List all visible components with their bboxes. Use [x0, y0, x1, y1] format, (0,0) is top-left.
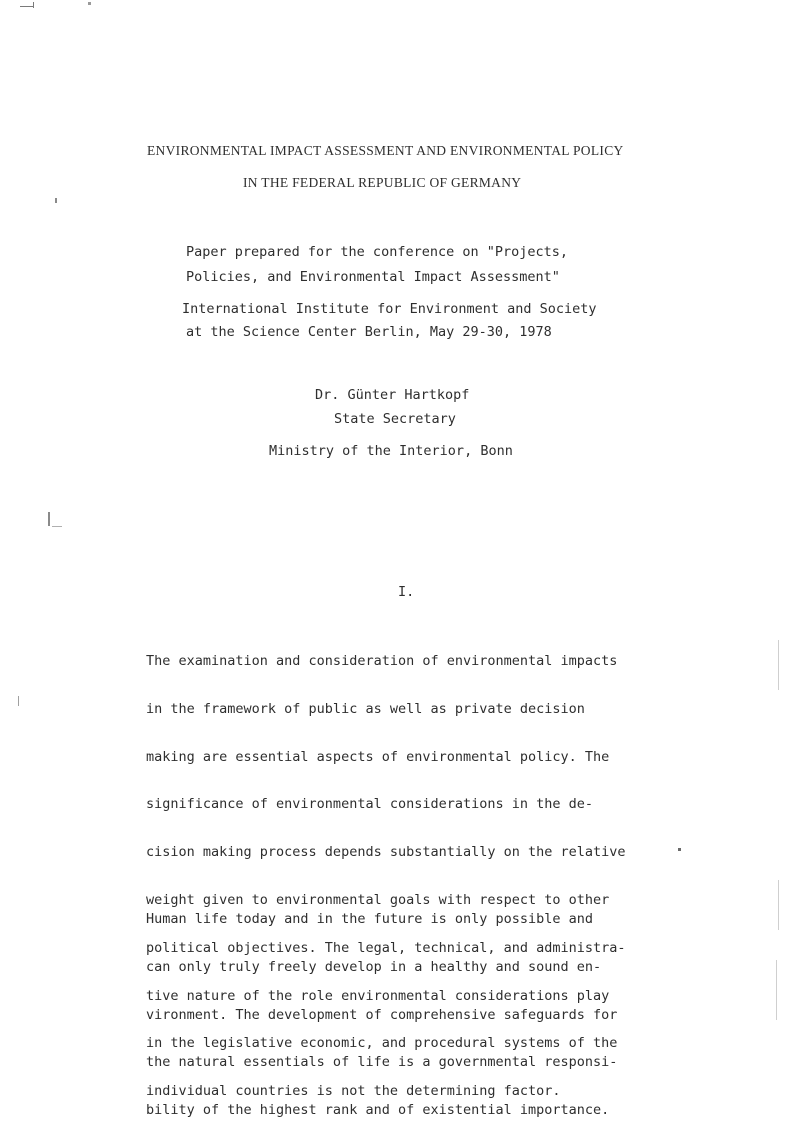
scan-speck [52, 526, 62, 527]
paragraph-2-line: Human life today and in the future is only possible and [146, 910, 594, 927]
scan-speck [55, 198, 57, 203]
scan-speck [33, 2, 34, 8]
conference-line-2: Policies, and Environmental Impact Assessment" [186, 269, 560, 285]
scan-speck [20, 6, 34, 7]
author-role: State Secretary [334, 411, 456, 427]
paragraph-2-line: vironment. The development of comprehensive safeguards for [146, 1006, 618, 1023]
scan-edge-line [778, 640, 779, 690]
scan-speck [88, 2, 91, 5]
section-number: I. [398, 584, 415, 600]
author-affiliation: Ministry of the Interior, Bonn [269, 443, 513, 459]
scan-edge-line [776, 960, 777, 1020]
title-line-1: ENVIRONMENTAL IMPACT ASSESSMENT AND ENVIRONMENTAL POLICY [147, 143, 624, 158]
paragraph-2 [146, 884, 756, 1147]
conference-line-4: at the Science Center Berlin, May 29-30, 1978 [186, 324, 552, 340]
scan-speck [18, 696, 19, 706]
paragraph-2-line: can only truly freely develop in a healthy and sound en- [146, 958, 602, 975]
author-name: Dr. Günter Hartkopf [315, 387, 470, 403]
paragraph-1-line: individual countries is not the determining factor. [146, 1083, 561, 1100]
paragraph-1-line: cision making process depends substantially on the relative [146, 844, 626, 861]
paragraph-1-line: making are essential aspects of environmental policy. The [146, 748, 610, 765]
scan-speck [678, 848, 681, 851]
paragraph-1-line: significance of environmental considerations in the de- [146, 796, 594, 813]
paragraph-2-line: the natural essentials of life is a governmental responsi- [146, 1054, 618, 1071]
conference-line-3: International Institute for Environment and Society [182, 301, 597, 317]
paragraph-1-line: tive nature of the role environmental considerations play [146, 987, 610, 1004]
conference-line-1: Paper prepared for the conference on "Projects, [186, 244, 569, 260]
scan-speck [48, 512, 50, 526]
title-line-2: IN THE FEDERAL REPUBLIC OF GERMANY [243, 175, 522, 190]
paragraph-2-line: bility of the highest rank and of existential importance. [146, 1102, 610, 1119]
paragraph-1-line: The examination and consideration of environmental impacts [146, 652, 618, 669]
paragraph-1-line: in the framework of public as well as private decision [146, 700, 585, 717]
scan-edge-line [778, 880, 779, 930]
paragraph-1-line: in the legislative economic, and procedural systems of the [146, 1035, 618, 1052]
paragraph-1-line: political objectives. The legal, technical, and administra- [146, 939, 626, 956]
paragraph-1-line: weight given to environmental goals with respect to other [146, 891, 610, 908]
